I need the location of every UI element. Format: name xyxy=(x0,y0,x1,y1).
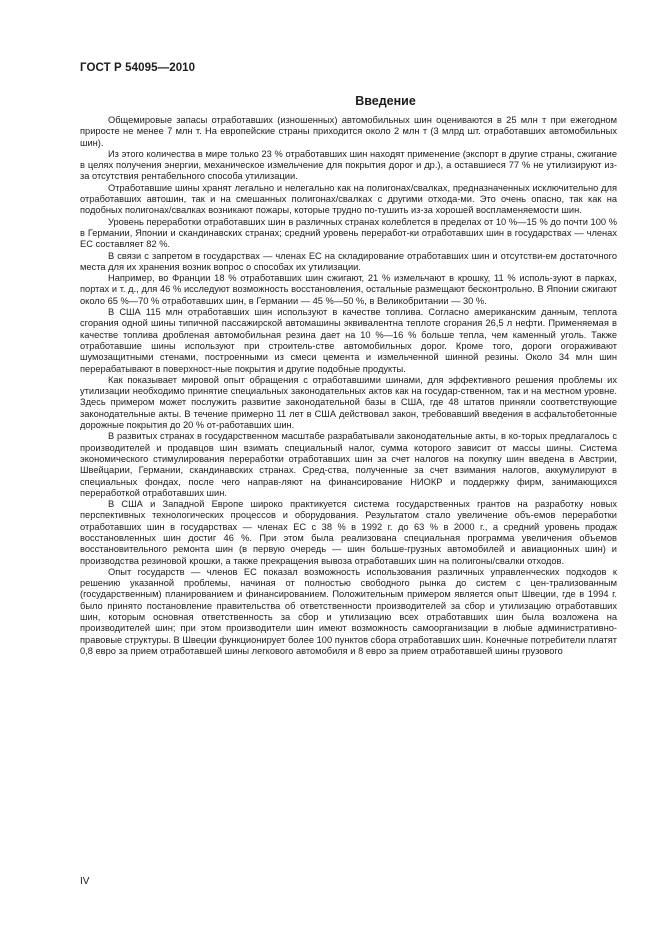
paragraph-3: Отработавшие шины хранят легально и нелегально как на полигонах/свалках, предназначенных исключительно для отработавших автошин, так и на смешанных полигонах/свалках с другими отхода-ми. Это очень опасно, так как на подобных полигонах/свалках возникают пожары, которые трудно по-тушить из-за хорошей воспламеняемости шин. xyxy=(80,182,617,216)
paragraph-2: Из этого количества в мире только 23 % отработавших шин находят применение (экспорт в другие страны, сжигание в целях получения энергии, механическое измельчение для покрытия дорог и др.), а оставшиеся 77 % не утилизируют из-за отсутствия рентабельного способа утилизации. xyxy=(80,148,617,182)
paragraph-7: В США 115 млн отработавших шин используют в качестве топлива. Согласно американским данным, теплота сгорания одной шины типичной пассажирской автомашины эквивалентна теплоте сгорания 26,5 л нефти. Применяемая в качестве топлива дробленая автомобильная резина дает на 10 %—16 % больше тепла, чем каменный уголь. Также отработавшие шины используют при строитель-стве автомобильных дорог. Кроме того, дороги огораживают шумозащитными стенами, построенными из смеси цемента и измельченной шинной резины. Около 34 млн шин перерабатывают в поверхност-ные покрытия и другие подобные продукты. xyxy=(80,307,617,374)
paragraph-1: Общемировые запасы отработавших (изношенных) автомобильных шин оцениваются в 25 млн т при ежегодном приросте не менее 7 млн т. На европейские страны приходится около 2 млн т (3 млрд шт. отработавших автомобильных шин). xyxy=(80,115,617,148)
paragraph-9: В развитых странах в государственном масштабе разрабатывали законодательные акты, в ко-торых предлагалось с производителей и продавцов шин взимать специальный налог, сумма которого зависит от массы шины. Система экономического стимулирования переработки отработавших шин за счет налогов на покупку шин введена в Австрии, Швейцарии, Германии, скандинавских странах. Сред-ства, полученные за счет взимания налогов, аккумулируют в специальных фондах, после чего направ-ляют на финансирование НИОКР и поддержку фирм, занимающихся переработкой отработавших шин. xyxy=(80,431,617,498)
section-title-text: Введение xyxy=(355,94,416,108)
paragraph-6: Например, во Франции 18 % отработавших шин сжигают, 21 % измельчают в крошку, 11 % исполь-зуют в парках, портах и т. д., для 46 % исследуют возможность восстановления, остальные размещают бесконтрольно. В Японии сжигают около 65 %—70 % отработавших шин, в Германии — 45 %—50 %, в Великобритании — 30 %. xyxy=(80,273,617,306)
body-text xyxy=(80,115,617,657)
document-code: ГОСТ Р 54095—2010 xyxy=(80,62,196,74)
section-title xyxy=(80,94,617,108)
paragraph-4: Уровень переработки отработавших шин в различных странах колеблется в пределах от 10 %—15 % до почти 100 % в Германии, Японии и скандинавских странах; средний уровень переработ-ки отработавших шин в государствах — членах ЕС составляет 82 %. xyxy=(80,216,617,250)
page-number: IV xyxy=(80,876,90,887)
paragraph-11: Опыт государств — членов ЕС показал возможность использования различных управленческих подходов к решению указанной проблемы, начиная от полностью свободного рынка до систем с цен-трализованным (государственным) планированием и финансированием. Положительным примером является опыт Швеции, где в 1994 г. было принято постановление правительства об ответственности производителей за сбор и утилизацию отработавших шин, которым основная ответственность за сбор и утилизацию всех отработавших шин была возложена на производителей шин; при этом производители шин имеют возможность самоорганизации в любые административно-правовые структуры. В Швеции функционирует более 100 пунктов сбора отработавших шин. Конечные потребители платят 0,8 евро за прием отработавшей шины легкового автомобиля и 8 евро за прием отработавшей шины грузового xyxy=(80,566,617,656)
paragraph-10: В США и Западной Европе широко практикуется система государственных грантов на разработку новых перспективных технологических процессов и оборудования. Результатом стало увеличение объ-емов переработки отработавших шин в государствах — членах ЕС с 38 % в 1992 г. до 63 % в 2000 г., а средний уровень продаж восстановленных шин достиг 46 %. При этом была реализована специальная программа увеличения объемов восстановительного ремонта шин (в первую очередь — шин больше-грузных автомобилей и авиационных шин) и производства резиновой крошки, а также прекращения вывоза отработавших шин на полигоны/свалки отходов. xyxy=(80,499,617,566)
paragraph-5: В связи с запретом в государствах — членах ЕС на складирование отработавших шин и отсутстви-ем достаточного места для их хранения возник вопрос о способах их утилизации. xyxy=(80,250,617,272)
paragraph-8: Как показывает мировой опыт обращения с отработавшими шинами, для эффективного решения проблемы их утилизации необходимо принятие специальных законодательных актов как на государ-ственном, так и на местном уровне. Здесь примером может послужить развитие законодательной базы в США, где 48 штатов приняли соответствующие законодательные акты. В течение примерно 11 лет в США действовал закон, требовавший введения в асфальтобетонные дорожные покрытия до 20 % от-работавших шин. xyxy=(80,374,617,431)
